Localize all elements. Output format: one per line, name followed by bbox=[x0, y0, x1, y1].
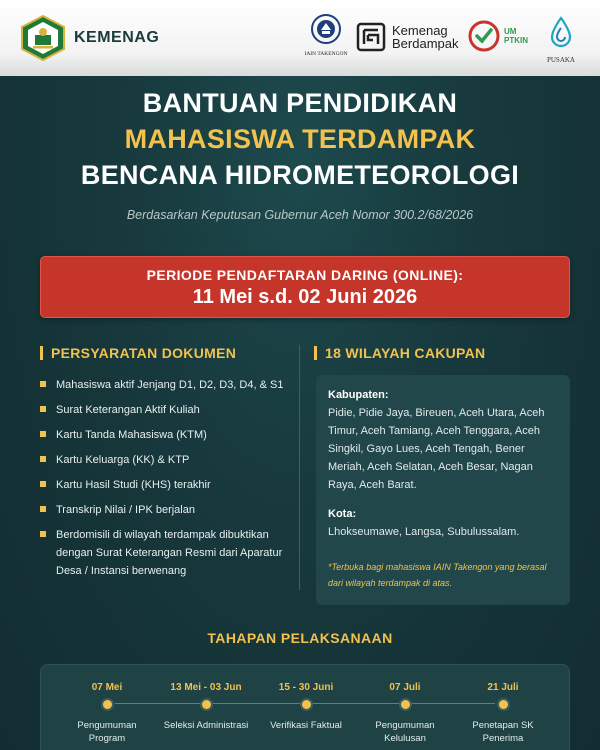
list-item bbox=[40, 426, 295, 444]
requirement-text: Berdomisili di wilayah terdampak dibuktikan dengan Surat Keterangan Resmi dari Aparatur Desa / Instansi berwenang bbox=[56, 529, 283, 577]
timeline-dot-icon bbox=[401, 700, 410, 709]
column-divider bbox=[299, 345, 300, 590]
square-bullet-icon bbox=[40, 531, 46, 537]
step-label: Seleksi Administrasi bbox=[163, 720, 249, 731]
timeline-card bbox=[40, 664, 570, 750]
square-bullet-icon bbox=[40, 381, 46, 387]
list-item bbox=[40, 501, 295, 519]
timeline-dot-icon bbox=[302, 700, 311, 709]
square-bullet-icon bbox=[40, 431, 46, 437]
berdampak-mark-icon bbox=[356, 22, 386, 52]
heading-accent-bar bbox=[40, 346, 43, 360]
timeline-step bbox=[357, 665, 453, 745]
berdampak-line1: Kemenag bbox=[392, 23, 448, 38]
step-label: Pengumuman Program bbox=[77, 720, 137, 744]
kota-label: Kota: bbox=[328, 508, 357, 520]
step-date: 15 - 30 Juni bbox=[278, 682, 334, 693]
umptkin-line2: PTKIN bbox=[504, 36, 528, 45]
step-label: Pengumuman Kelulusan bbox=[375, 720, 435, 744]
step-date: 21 Juli bbox=[487, 682, 519, 693]
poster-title bbox=[0, 86, 600, 192]
requirements-list bbox=[40, 376, 295, 587]
step-date: 07 Mei bbox=[91, 682, 123, 693]
umptkin-line1: UM bbox=[504, 27, 517, 36]
timeline-dot-icon bbox=[202, 700, 211, 709]
requirements-heading bbox=[40, 345, 236, 361]
timeline-step bbox=[258, 665, 354, 732]
kabupaten-list: Pidie, Pidie Jaya, Bireuen, Aceh Utara, Aceh Timur, Aceh Tamiang, Aceh Tenggara, Aceh Singkil, Gayo Lues, Aceh Tengah, Bener Meriah, Aceh Selatan, Aceh Besar, Nagan Raya, Aceh Barat. bbox=[328, 407, 545, 491]
heading-accent-bar bbox=[314, 346, 317, 360]
square-bullet-icon bbox=[40, 456, 46, 462]
kemenag-berdampak-logo bbox=[356, 22, 458, 52]
requirement-text: Kartu Tanda Mahasiswa (KTM) bbox=[56, 429, 207, 441]
areas-heading-text: 18 WILAYAH CAKUPAN bbox=[325, 345, 486, 361]
timeline-step bbox=[158, 665, 254, 732]
brand-name: KEMENAG bbox=[74, 29, 160, 46]
timeline-dot-icon bbox=[499, 700, 508, 709]
areas-heading bbox=[314, 345, 485, 361]
title-line-1: BANTUAN PENDIDIKAN bbox=[142, 88, 458, 118]
eligibility-note: *Terbuka bagi mahasiswa IAIN Takengon yang berasal dari wilayah terdampak di atas. bbox=[328, 562, 547, 588]
requirement-text: Surat Keterangan Aktif Kuliah bbox=[56, 404, 200, 416]
requirement-text: Mahasiswa aktif Jenjang D1, D2, D3, D4, & S1 bbox=[56, 379, 284, 391]
timeline-heading: TAHAPAN PELAKSANAAN bbox=[207, 630, 393, 646]
pusaka-caption: PUSAKA bbox=[546, 56, 575, 64]
registration-period-banner bbox=[40, 256, 570, 318]
coverage-areas-card bbox=[316, 375, 570, 605]
pusaka-logo bbox=[541, 16, 581, 64]
requirements-heading-text: PERSYARATAN DOKUMEN bbox=[51, 345, 237, 361]
requirement-text: Kartu Keluarga (KK) & KTP bbox=[56, 454, 190, 466]
step-label: Penetapan SK Penerima bbox=[472, 720, 534, 744]
square-bullet-icon bbox=[40, 406, 46, 412]
step-label: Verifikasi Faktual bbox=[270, 720, 342, 731]
berdampak-line2: Berdampak bbox=[392, 36, 459, 51]
title-line-2: MAHASISWA TERDAMPAK bbox=[124, 124, 476, 154]
list-item bbox=[40, 451, 295, 469]
list-item bbox=[40, 376, 295, 394]
iain-takengon-logo bbox=[304, 14, 348, 64]
legal-basis-subtitle: Berdasarkan Keputusan Gubernur Aceh Nomor 300.2/68/2026 bbox=[126, 208, 474, 222]
requirement-text: Transkrip Nilai / IPK berjalan bbox=[56, 504, 195, 516]
timeline-step bbox=[455, 665, 551, 745]
kabupaten-label: Kabupaten: bbox=[328, 389, 389, 401]
header-bar bbox=[0, 0, 600, 76]
square-bullet-icon bbox=[40, 506, 46, 512]
timeline-dot-icon bbox=[103, 700, 112, 709]
um-ptkin-logo bbox=[468, 20, 528, 52]
iain-seal-icon bbox=[311, 14, 341, 44]
timeline-step bbox=[59, 665, 155, 745]
list-item bbox=[40, 476, 295, 494]
period-dates: 11 Mei s.d. 02 Juni 2026 bbox=[192, 286, 418, 308]
square-bullet-icon bbox=[40, 481, 46, 487]
kota-list: Lhokseumawe, Langsa, Subulussalam. bbox=[328, 526, 520, 538]
step-date: 07 Juli bbox=[389, 682, 421, 693]
period-label: PERIODE PENDAFTARAN DARING (ONLINE): bbox=[146, 267, 464, 283]
list-item bbox=[40, 401, 295, 419]
title-line-3: BENCANA HIDROMETEOROLOGI bbox=[80, 160, 520, 190]
pusaka-drop-icon bbox=[549, 16, 573, 50]
iain-caption: IAIN TAKENGON bbox=[304, 51, 348, 57]
step-date: 13 Mei - 03 Jun bbox=[170, 682, 242, 693]
umptkin-check-icon bbox=[468, 20, 500, 52]
requirement-text: Kartu Hasil Studi (KHS) terakhir bbox=[56, 479, 211, 491]
list-item bbox=[40, 526, 295, 580]
kemenag-emblem-icon bbox=[20, 15, 66, 61]
